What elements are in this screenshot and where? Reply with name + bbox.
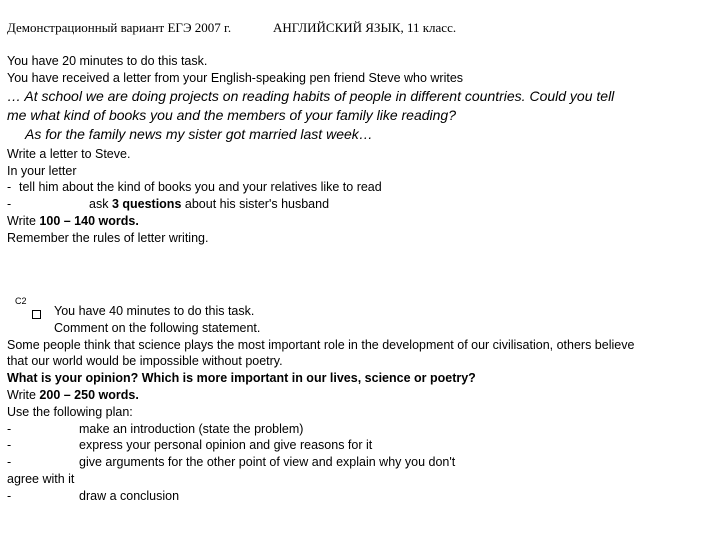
c1-word-count: Write 100 – 140 words.: [7, 214, 139, 228]
plan-dash: -: [7, 438, 12, 452]
c2-label: C2: [15, 296, 27, 306]
plan-dash: -: [7, 455, 12, 469]
header-right: АНГЛИЙСКИЙ ЯЗЫК, 11 класс.: [273, 20, 457, 35]
c1-letter-line3: As for the family news my sister got married last week…: [25, 126, 373, 142]
c2-plan-heading: Use the following plan:: [7, 405, 133, 419]
c1-remember: Remember the rules of letter writing.: [7, 231, 209, 245]
c1-intro: You have received a letter from your English-speaking pen friend Steve who writes: [7, 71, 464, 85]
c1-instruction: Write a letter to Steve.: [7, 147, 131, 161]
c1-bullet1-dash: -: [7, 180, 12, 194]
c2-word-count: Write 200 – 250 words.: [7, 388, 139, 402]
header-left: Демонстрационный вариант ЕГЭ 2007 г.: [7, 20, 232, 35]
c1-letter-line1: … At school we are doing projects on reading habits of people in different countries. Could you tell: [7, 88, 615, 104]
c1-bullet2-dash: -: [7, 197, 12, 211]
c2-time: You have 40 minutes to do this task.: [54, 304, 255, 318]
plan-dash: -: [7, 489, 12, 503]
c2-statement-line2: that our world would be impossible without poetry.: [7, 354, 283, 368]
c1-in-your-letter: In your letter: [7, 164, 77, 178]
c2-question: What is your opinion? Which is more important in our lives, science or poetry?: [7, 371, 476, 385]
checkbox-icon: [32, 310, 41, 319]
plan-item: give arguments for the other point of view and explain why you don't: [79, 455, 456, 469]
c1-bullet1: tell him about the kind of books you and your relatives like to read: [19, 180, 382, 194]
plan-dash: -: [7, 422, 12, 436]
c1-time: You have 20 minutes to do this task.: [7, 54, 208, 68]
plan-item: make an introduction (state the problem): [79, 422, 304, 436]
c2-statement-line1: Some people think that science plays the most important role in the development of our civilisation, others believe: [7, 338, 635, 352]
c2-comment: Comment on the following statement.: [54, 321, 261, 335]
plan-item-continuation: agree with it: [7, 472, 75, 486]
plan-item: express your personal opinion and give reasons for it: [79, 438, 373, 452]
c1-letter-line2: me what kind of books you and the members of your family like reading?: [7, 107, 457, 123]
c1-bullet2: ask 3 questions about his sister's husband: [89, 197, 330, 211]
plan-item: draw a conclusion: [79, 489, 180, 503]
